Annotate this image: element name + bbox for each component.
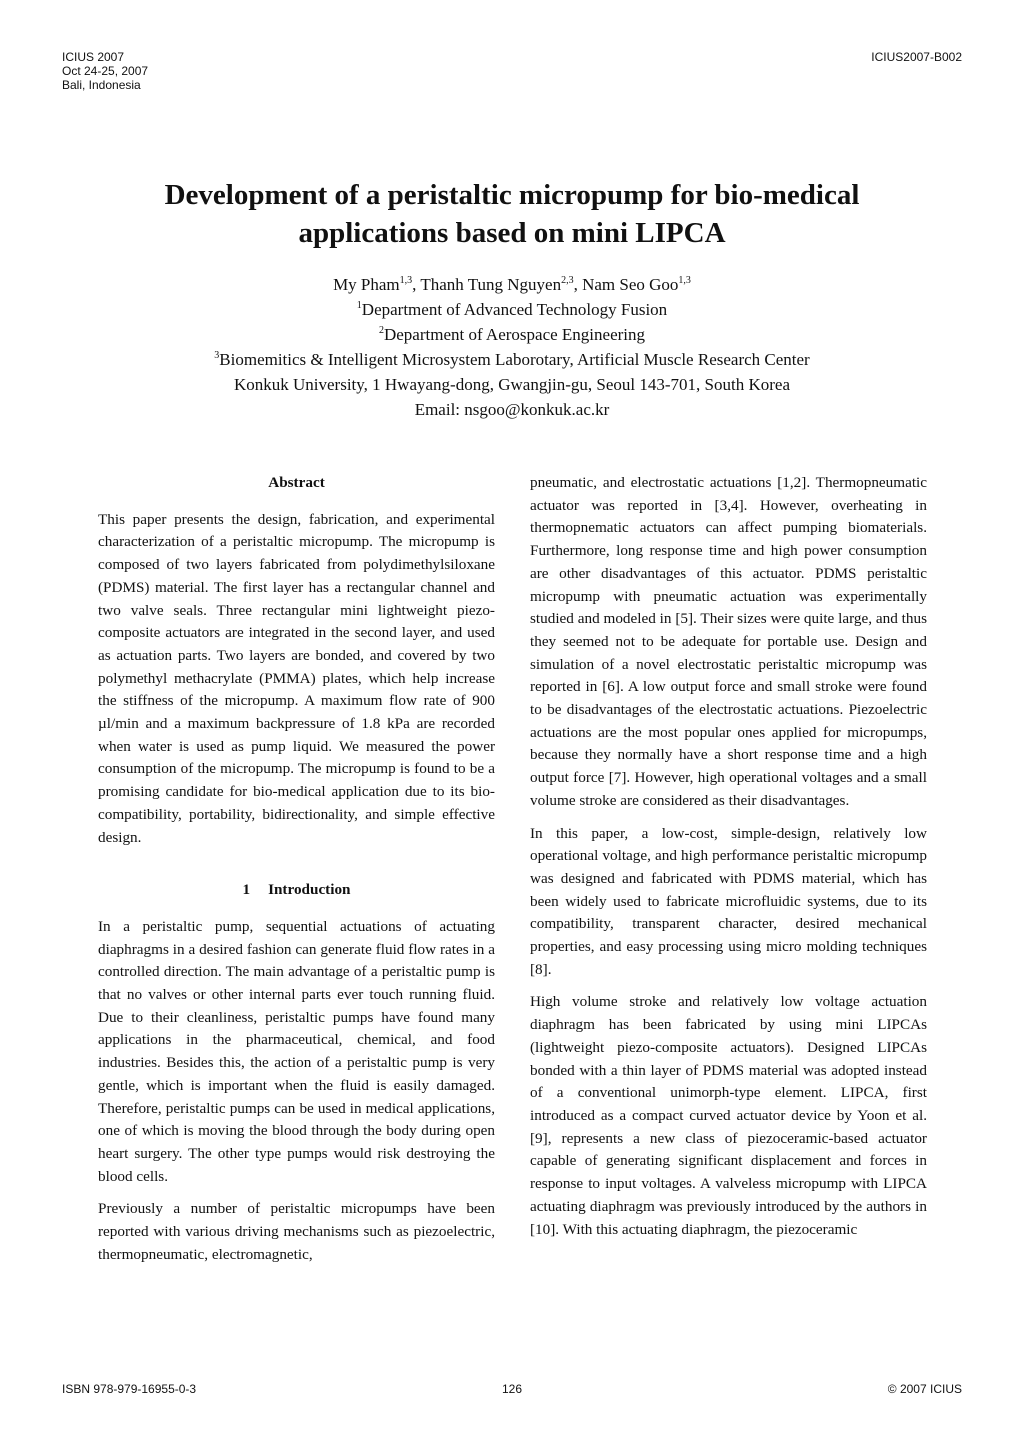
intro-paragraph-2-continued: pneumatic, and electrostatic actuations [1,2]. Thermopneumatic actuator was reported in [3,4]. However, overheating in thermopnematic actuators can affect pumping biomaterials. Furthermore, long response time and high power consumption are other disadvantages of this actuator. PDMS peristaltic micropump with pneumatic actuation was experimentally studied and modeled in [5]. Their sizes were quite large, and thus they seemed not to be adequate for portable use. Design and simulation of a novel electrostatic peristaltic micropump was reported in [6]. A low output force and small stroke were found to be disadvantages of the electrostatic actuations. Piezoelectric actuations are the most popular ones applied for micropumps, because they normally have a short response time and a high output force [7]. However, high operational voltages and a small volume stroke are considered as their disadvantages. <box>530 474 927 809</box>
title-line-2: applications based on mini LIPCA <box>298 217 726 249</box>
title-line-1: Development of a peristaltic micropump for bio-medical <box>164 179 860 211</box>
conference-location: Bali, Indonesia <box>62 78 141 92</box>
author-1: My Pham <box>333 275 400 294</box>
email: Email: nsgoo@konkuk.ac.kr <box>414 400 610 419</box>
address: Konkuk University, 1 Hwayang-dong, Gwangjin-gu, Seoul 143-701, South Korea <box>233 375 791 394</box>
intro-paragraph-4: High volume stroke and relatively low voltage actuation diaphragm has been fabricated by using mini LIPCAs (lightweight piezo-composite actuators). Designed LIPCAs bonded with a thin layer of PDMS material was adopted instead of a conventional unimorph-type element. LIPCA, first introduced as a compact curved actuator device by Yoon et al. [9], represents a new class of piezoceramic-based actuator capable of generating significant displacement and forces in response to input voltages. A valveless micropump with LIPCA actuating diaphragm was previously introduced by the authors in [10]. With this actuating diaphragm, the piezoceramic <box>530 993 927 1238</box>
page-number: 126 <box>502 1382 523 1396</box>
author-block <box>100 272 924 422</box>
abstract-text: This paper presents the design, fabrication, and experimental characterization of a peristaltic micropump. The micropump is composed of two layers fabricated from polydimethylsiloxane (PDMS) material. The first layer has a rectangular channel and two valve seals. Three rectangular mini lightweight piezo-composite actuators are integrated in the second layer, and used as actuation parts. Two layers are bonded, and covered by two polymethyl methacrylate (PMMA) plates, which help increase the stiffness of the micropump. A maximum flow rate of 900 µl/min and a maximum backpressure of 1.8 kPa are recorded when water is used as pump liquid. We measured the power consumption of the micropump. The micropump is found to be a promising candidate for bio-medical application due to its bio-compatibility, portability, bidirectionality, and simple effective design. <box>98 510 495 846</box>
intro-paragraph-1: In a peristaltic pump, sequential actuations of actuating diaphragms in a desired fashion can generate fluid flow rates in a controlled direction. The main advantage of a peristaltic pump is that no valves or other internal parts ever touch running fluid. Due to their cleanliness, peristaltic pumps have found many applications in the pharmaceutical, chemical, and food industries. Besides this, the action of a peristaltic pump is very gentle, which is important when the fluid is easily damaged. Therefore, peristaltic pumps can be used in medical applications, one of which is moving the blood through the body during open heart surgery. The other type pumps would risk destroying the blood cells. <box>98 917 495 1185</box>
intro-paragraph-2: Previously a number of peristaltic micropumps have been reported with various driving mechanisms such as piezoelectric, thermopneumatic, electromagnetic, <box>98 1200 495 1263</box>
author-1-affiliation: 1,3 <box>399 275 413 286</box>
author-2-affiliation: 2,3 <box>561 275 574 286</box>
running-header-right <box>871 50 962 64</box>
paper-title <box>100 176 924 252</box>
conference-dates: Oct 24-25, 2007 <box>62 64 149 78</box>
footer-isbn: ISBN 978-979-16955-0-3 <box>62 1382 197 1396</box>
paper-id: ICIUS2007-B002 <box>871 50 962 64</box>
right-column <box>530 472 927 1251</box>
affiliation-1: $^1$Department of Advanced Technology Fusion <box>356 300 668 319</box>
section-title: Introduction <box>268 881 351 899</box>
left-column <box>98 472 495 1277</box>
intro-paragraph-3: In this paper, a low-cost, simple-design, relatively low operational voltage, and high performance peristaltic micropump was designed and fabricated with PDMS material, which has been widely used to fabricate microfluidic systems, due to its compatibility, transparent character, desired mechanical properties, and easy processing using micro molding techniques [8]. <box>530 824 927 978</box>
running-header-left <box>62 50 148 92</box>
affiliation-2: $^2$Department of Aerospace Engineering <box>378 325 646 344</box>
section-number: 1 <box>242 881 251 899</box>
author-3: , Nam Seo Goo <box>573 275 679 294</box>
abstract-heading: Abstract <box>268 474 325 491</box>
conference-name: ICIUS 2007 <box>62 50 125 64</box>
affiliation-3: $^3$Biomemitics & Intelligent Microsystem Laborotary, Artificial Muscle Research Center <box>214 350 810 369</box>
introduction-heading <box>98 879 495 902</box>
author-2: , Thanh Tung Nguyen <box>412 275 562 294</box>
author-3-affiliation: 1,3 <box>678 275 691 286</box>
footer-copyright: © 2007 ICIUS <box>887 1382 962 1396</box>
author-list <box>100 272 924 297</box>
